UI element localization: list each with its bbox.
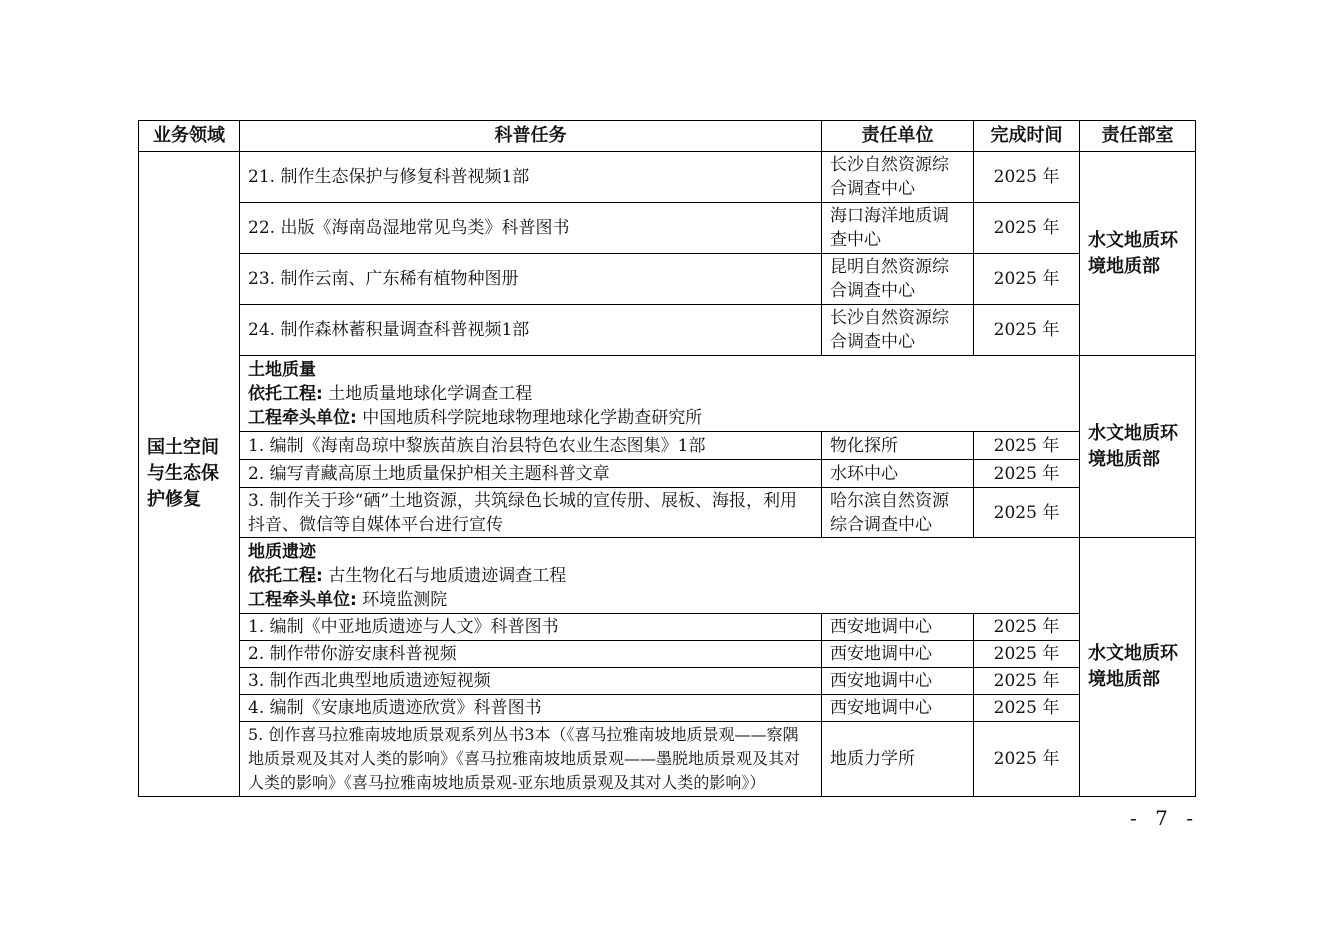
header-task: 科普任务 bbox=[240, 121, 822, 152]
unit-cell: 长沙自然资源综合调查中心 bbox=[822, 152, 974, 203]
dept-cell: 水文地质环境地质部 bbox=[1080, 538, 1196, 797]
unit-cell: 西安地调中心 bbox=[822, 641, 974, 668]
table-row bbox=[139, 488, 1196, 538]
section-project-line bbox=[248, 382, 1071, 406]
task-cell: 5. 创作喜马拉雅南坡地质景观系列丛书3本（《喜马拉雅南坡地质景观——察隅地质景观及其对人类的影响》《喜马拉雅南坡地质景观——墨脱地质景观及其对人类的影响》《喜马拉雅南坡地质景观-亚东地质景观及其对人类的影响》） bbox=[240, 722, 822, 797]
task-cell: 1. 编制《中亚地质遗迹与人文》科普图书 bbox=[240, 614, 822, 641]
time-cell: 2025 年 bbox=[974, 722, 1080, 797]
section-lead-line bbox=[248, 406, 1071, 430]
dept-cell: 水文地质环境地质部 bbox=[1080, 152, 1196, 356]
table-row bbox=[139, 460, 1196, 488]
unit-cell: 西安地调中心 bbox=[822, 614, 974, 641]
task-cell: 21. 制作生态保护与修复科普视频1部 bbox=[240, 152, 822, 203]
table-row bbox=[139, 305, 1196, 356]
project-label: 依托工程: bbox=[248, 383, 323, 404]
task-cell: 24. 制作森林蓄积量调查科普视频1部 bbox=[240, 305, 822, 356]
section-lead-line bbox=[248, 588, 1071, 612]
task-cell: 2. 编写青藏高原土地质量保护相关主题科普文章 bbox=[240, 460, 822, 488]
time-cell: 2025 年 bbox=[974, 614, 1080, 641]
page-number: - 7 - bbox=[1130, 806, 1199, 830]
section-header-row bbox=[139, 356, 1196, 432]
table-row bbox=[139, 641, 1196, 668]
header-unit: 责任单位 bbox=[822, 121, 974, 152]
unit-cell: 昆明自然资源综合调查中心 bbox=[822, 254, 974, 305]
task-cell: 4. 编制《安康地质遗迹欣赏》科普图书 bbox=[240, 695, 822, 722]
task-cell: 3. 制作关于珍“硒”土地资源，共筑绿色长城的宣传册、展板、海报，利用抖音、微信等自媒体平台进行宣传 bbox=[240, 488, 822, 538]
table-row bbox=[139, 722, 1196, 797]
lead-name: 环境监测院 bbox=[362, 589, 448, 610]
lead-name: 中国地质科学院地球物理地球化学勘查研究所 bbox=[362, 407, 703, 428]
table-row bbox=[139, 203, 1196, 254]
task-cell: 3. 制作西北典型地质遗迹短视频 bbox=[240, 668, 822, 695]
header-domain: 业务领域 bbox=[139, 121, 240, 152]
header-dept: 责任部室 bbox=[1080, 121, 1196, 152]
task-cell: 2. 制作带你游安康科普视频 bbox=[240, 641, 822, 668]
table-row bbox=[139, 254, 1196, 305]
time-cell: 2025 年 bbox=[974, 668, 1080, 695]
unit-cell: 地质力学所 bbox=[822, 722, 974, 797]
unit-cell: 西安地调中心 bbox=[822, 668, 974, 695]
task-table bbox=[138, 120, 1196, 797]
table-row bbox=[139, 668, 1196, 695]
time-cell: 2025 年 bbox=[974, 488, 1080, 538]
lead-label: 工程牵头单位: bbox=[248, 407, 357, 428]
section-info-cell bbox=[240, 538, 1080, 614]
domain-cell: 国土空间与生态保护修复 bbox=[139, 152, 240, 797]
time-cell: 2025 年 bbox=[974, 152, 1080, 203]
section-project-line bbox=[248, 564, 1071, 588]
task-cell: 22. 出版《海南岛湿地常见鸟类》科普图书 bbox=[240, 203, 822, 254]
section-title: 土地质量 bbox=[248, 359, 316, 380]
section-header-row bbox=[139, 538, 1196, 614]
unit-cell: 西安地调中心 bbox=[822, 695, 974, 722]
time-cell: 2025 年 bbox=[974, 254, 1080, 305]
section-info-cell bbox=[240, 356, 1080, 432]
project-label: 依托工程: bbox=[248, 565, 323, 586]
project-name: 古生物化石与地质遗迹调查工程 bbox=[328, 565, 567, 586]
table-row bbox=[139, 614, 1196, 641]
task-cell: 1. 编制《海南岛琼中黎族苗族自治县特色农业生态图集》1部 bbox=[240, 432, 822, 460]
section-title: 地质遗迹 bbox=[248, 541, 316, 562]
unit-cell: 哈尔滨自然资源综合调查中心 bbox=[822, 488, 974, 538]
unit-cell: 海口海洋地质调查中心 bbox=[822, 203, 974, 254]
unit-cell: 水环中心 bbox=[822, 460, 974, 488]
header-time: 完成时间 bbox=[974, 121, 1080, 152]
time-cell: 2025 年 bbox=[974, 203, 1080, 254]
unit-cell: 长沙自然资源综合调查中心 bbox=[822, 305, 974, 356]
time-cell: 2025 年 bbox=[974, 695, 1080, 722]
table-row bbox=[139, 152, 1196, 203]
time-cell: 2025 年 bbox=[974, 305, 1080, 356]
task-cell: 23. 制作云南、广东稀有植物种图册 bbox=[240, 254, 822, 305]
time-cell: 2025 年 bbox=[974, 641, 1080, 668]
project-name: 土地质量地球化学调查工程 bbox=[328, 383, 533, 404]
lead-label: 工程牵头单位: bbox=[248, 589, 357, 610]
table-row bbox=[139, 695, 1196, 722]
table-row bbox=[139, 432, 1196, 460]
header-row bbox=[139, 121, 1196, 152]
dept-cell: 水文地质环境地质部 bbox=[1080, 356, 1196, 538]
time-cell: 2025 年 bbox=[974, 432, 1080, 460]
time-cell: 2025 年 bbox=[974, 460, 1080, 488]
unit-cell: 物化探所 bbox=[822, 432, 974, 460]
